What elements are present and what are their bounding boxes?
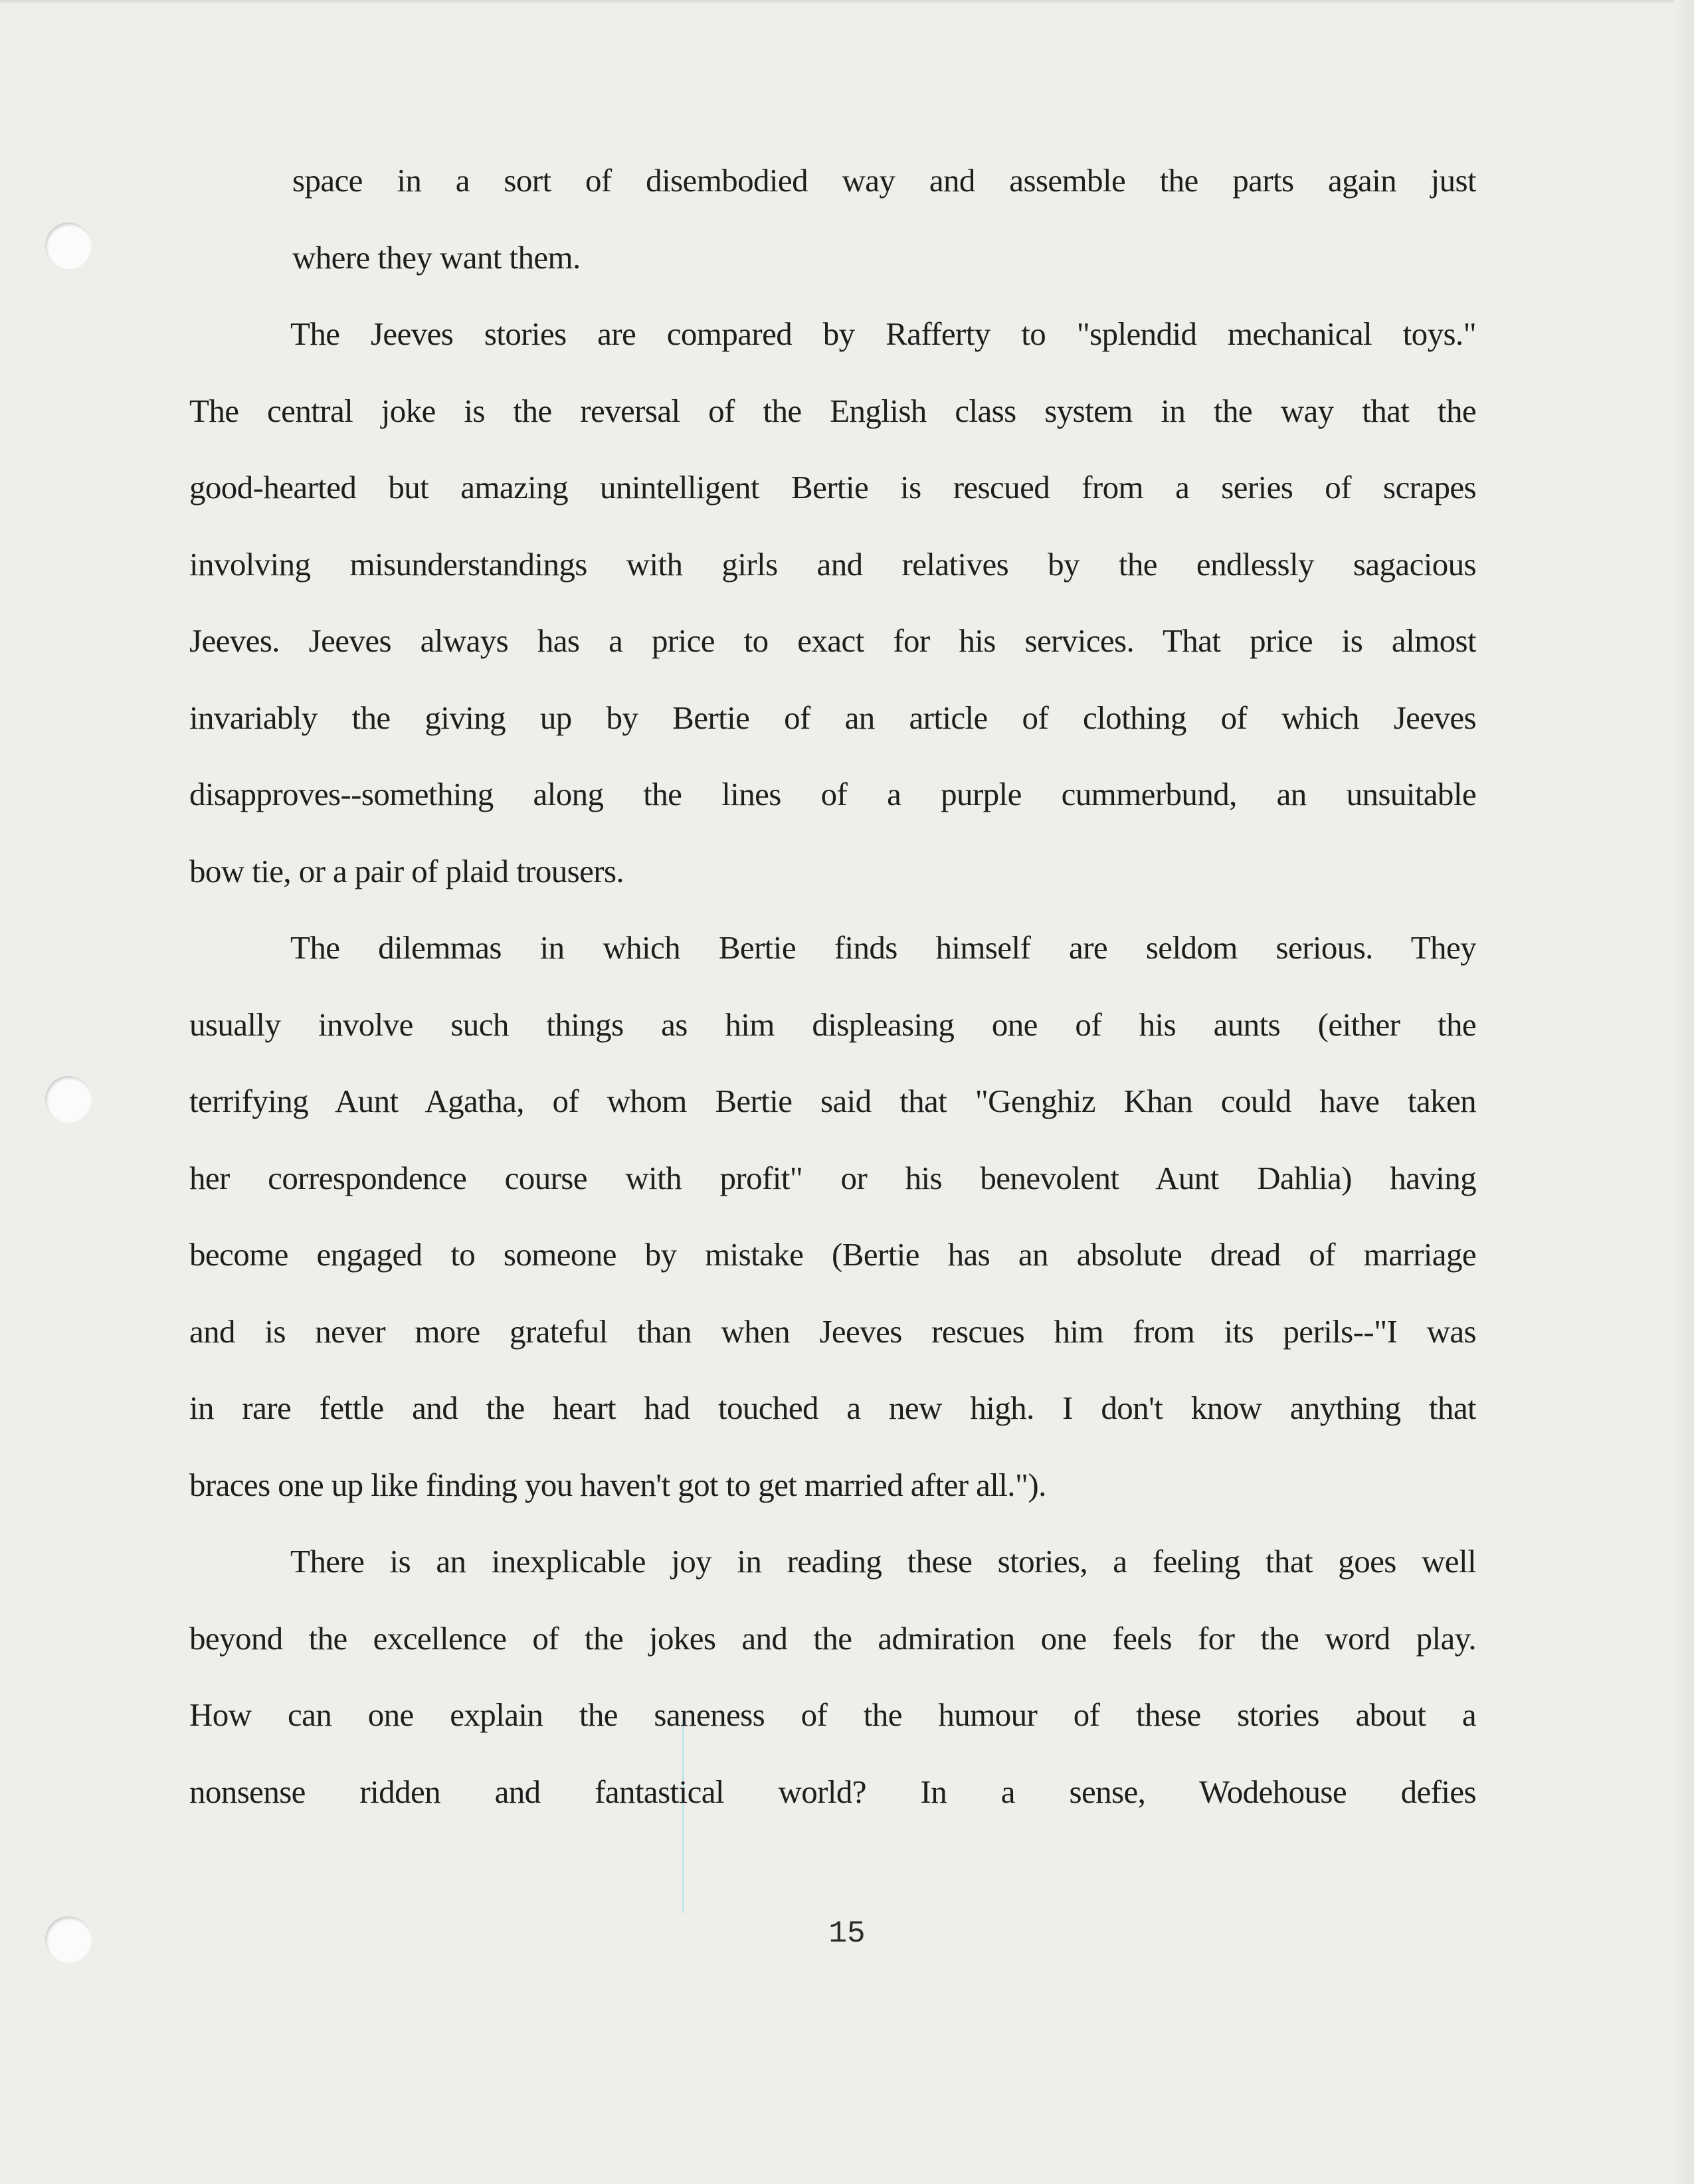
text-line: good-hearted but amazing unintelligent Bertie is rescued from a series of scrapes (189, 469, 1476, 505)
text-line: where they want them. (292, 238, 581, 276)
text-line: become engaged to someone by mistake (Bertie has an absolute dread of marriage (189, 1236, 1476, 1273)
text-line: Jeeves. Jeeves always has a price to exact for his services. That price is almost (189, 622, 1476, 659)
punch-hole (45, 1076, 92, 1123)
text-line: disapproves--something along the lines of a purple cummerbund, an unsuitable (189, 776, 1476, 812)
text-line: braces one up like finding you haven't got to get married after all."). (189, 1466, 1046, 1503)
text-line: her correspondence course with profit" or his benevolent Aunt Dahlia) having (189, 1159, 1476, 1196)
text-line: terrifying Aunt Agatha, of whom Bertie said that "Genghiz Khan could have taken (189, 1083, 1476, 1119)
body-text (189, 159, 1476, 1847)
text-line: involving misunderstandings with girls and relatives by the endlessly sagacious (189, 545, 1476, 583)
text-line: bow tie, or a pair of plaid trousers. (189, 852, 624, 889)
text-line: and is never more grateful than when Jeeves rescues him from its perils--"I was (189, 1313, 1476, 1350)
text-line: The dilemmas in which Bertie finds himself are seldom serious. They (290, 929, 1476, 966)
text-line: beyond the excellence of the jokes and the admiration one feels for the word play. (189, 1619, 1476, 1657)
page-number: 15 (828, 1916, 866, 1951)
text-line: invariably the giving up by Bertie of an article of clothing of which Jeeves (189, 699, 1476, 736)
page-top-edge (0, 0, 1694, 4)
text-line: The Jeeves stories are compared by Rafferty to "splendid mechanical toys." (290, 316, 1476, 352)
text-line: space in a sort of disembodied way and assemble the parts again just (292, 162, 1476, 199)
text-line: There is an inexplicable joy in reading these stories, a feeling that goes well (290, 1543, 1476, 1580)
text-line: The central joke is the reversal of the English class system in the way that the (189, 392, 1476, 429)
text-line: in rare fettle and the heart had touched a new high. I don't know anything that (189, 1390, 1476, 1426)
page-right-edge (1674, 0, 1694, 2184)
text-line: nonsense ridden and fantastical world? In a sense, Wodehouse defies (189, 1773, 1476, 1810)
text-line: usually involve such things as him displeasing one of his aunts (either the (189, 1006, 1476, 1043)
text-line: How can one explain the saneness of the humour of these stories about a (189, 1696, 1476, 1733)
punch-hole (45, 223, 92, 269)
